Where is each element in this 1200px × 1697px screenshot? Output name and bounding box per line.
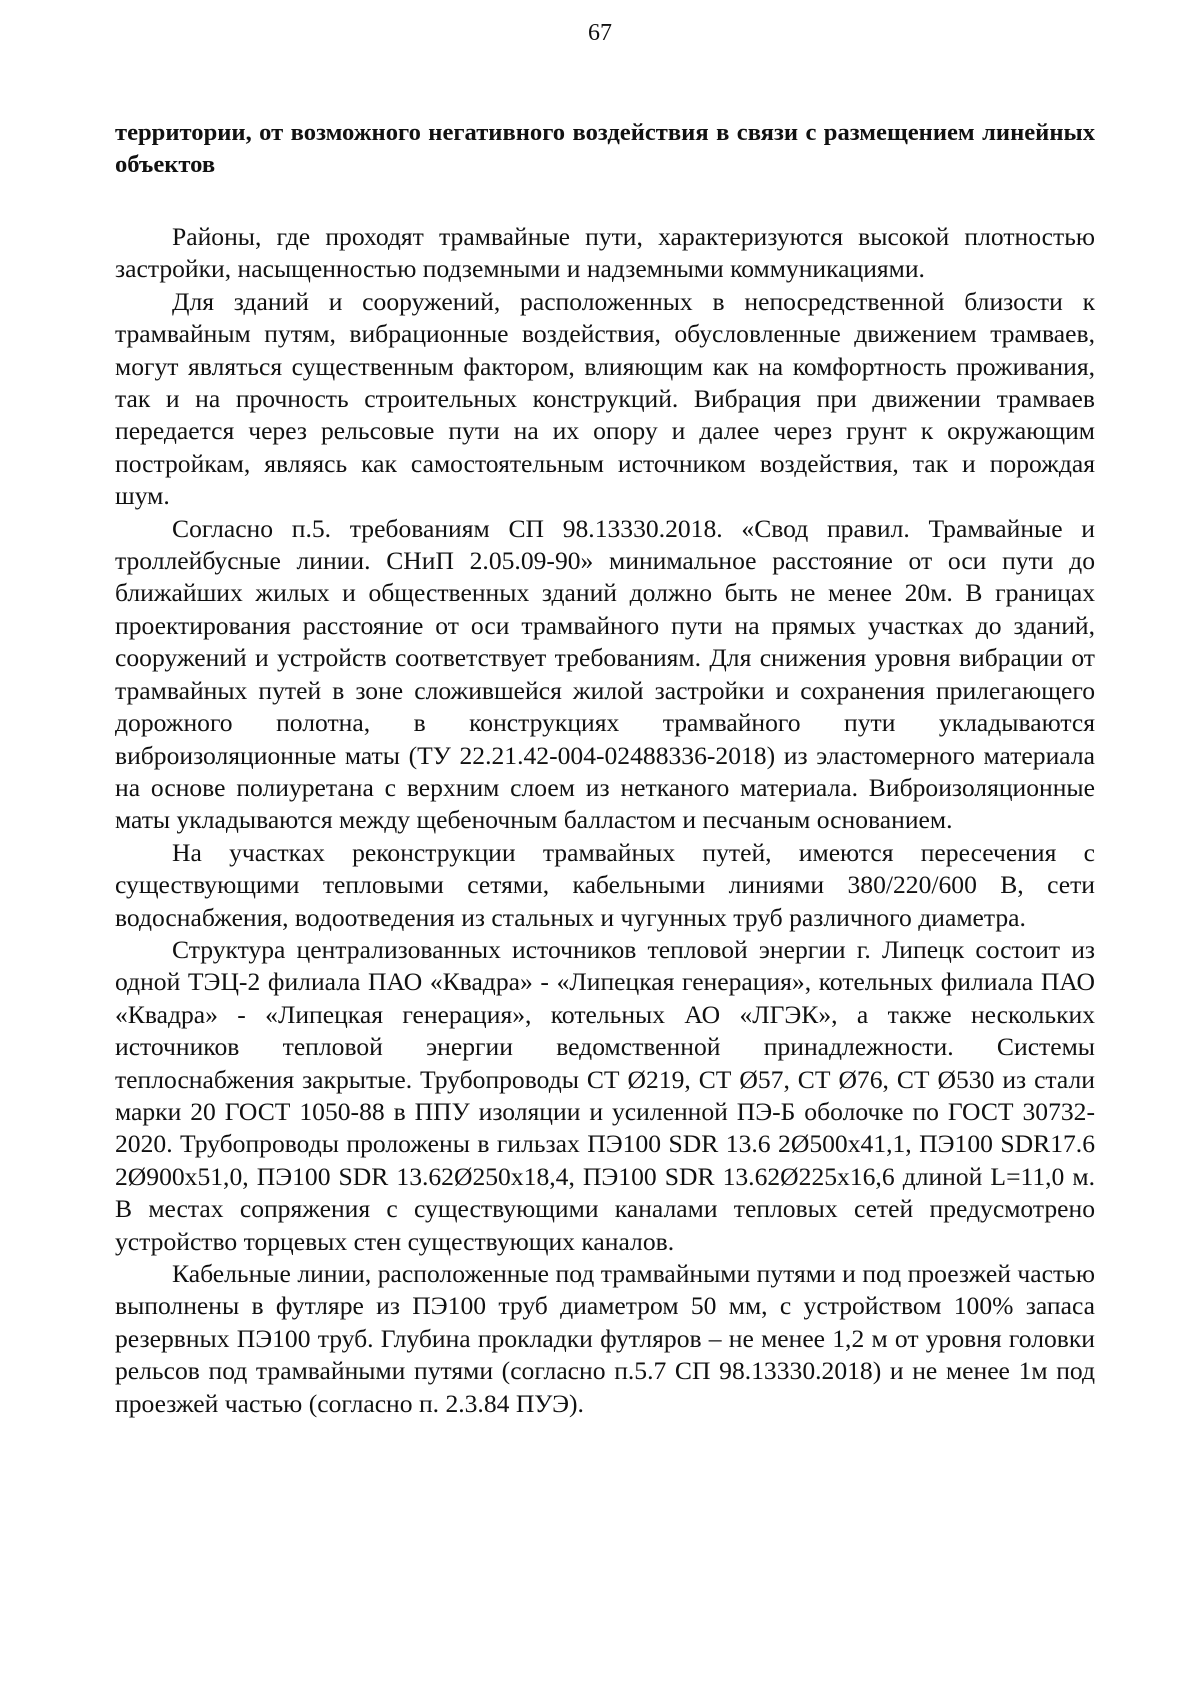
paragraph-districts: Районы, где проходят трамвайные пути, характеризуются высокой плотностью застройки, насыщенностью подземными и надземными коммуникациями.	[115, 222, 1095, 284]
paragraph-vibration: Для зданий и сооружений, расположенных в непосредственной близости к трамвайным путям, вибрационные воздействия, обусловленные движением трамваев, могут являться существенным фактором, влияющим как на комфортность проживания, так и на прочность строительных конструкций. Вибрация при движении трамваев передается через рельсовые пути на их опору и далее через грунт к окружающим постройкам, являясь как самостоятельным источником воздействия, так и порождая шум.	[115, 286, 1095, 511]
section-heading: территории, от возможного негативного воздействия в связи с размещением линейных объектов	[115, 119, 1095, 178]
body-text	[115, 221, 1095, 1420]
paragraph-crossings: На участках реконструкции трамвайных путей, имеются пересечения с существующими тепловыми сетями, кабельными линиями 380/220/600 В, сети водоснабжения, водоотведения из стальных и чугунных труб различного диаметра.	[115, 837, 1095, 932]
paragraph-cable-lines: Кабельные линии, расположенные под трамвайными путями и под проезжей частью выполнены в футляре из ПЭ100 труб диаметром 50 мм, с устройством 100% запаса резервных ПЭ100 труб. Глубина прокладки футляров – не менее 1,2 м от уровня головки рельсов под трамвайными путями (согласно п.5.7 СП 98.13330.2018) и не менее 1м под проезжей частью (согласно п. 2.3.84 ПУЭ).	[115, 1259, 1095, 1418]
paragraph-heat-supply: Структура централизованных источников тепловой энергии г. Липецк состоит из одной ТЭЦ-2 филиала ПАО «Квадра» - «Липецкая генерация», котельных филиала ПАО «Квадра» - «Липецкая генерация», котельных АО «ЛГЭК», а также нескольких источников тепловой энергии ведомственной принадлежности. Системы теплоснабжения закрытые. Трубопроводы СТ Ø219, СТ Ø57, СТ Ø76, СТ Ø530 из стали марки 20 ГОСТ 1050-88 в ППУ изоляции и усиленной ПЭ-Б оболочке по ГОСТ 30732-2020. Трубопроводы проложены в гильзах ПЭ100 SDR 13.6 2Ø500х41,1, ПЭ100 SDR17.6 2Ø900х51,0, ПЭ100 SDR 13.62Ø250х18,4, ПЭ100 SDR 13.62Ø225х16,6 длиной L=11,0 м. В местах сопряжения с существующими каналами тепловых сетей предусмотрено устройство торцевых стен существующих каналов.	[115, 934, 1095, 1256]
page-content	[115, 117, 1095, 1420]
paragraph-regulations: Согласно п.5. требованиям СП 98.13330.2018. «Свод правил. Трамвайные и троллейбусные линии. СНиП 2.05.09-90» минимальное расстояние от оси пути до ближайших жилых и общественных зданий должно быть не менее 20м. В границах проектирования расстояние от оси трамвайного пути на прямых участках до зданий, сооружений и устройств соответствует требованиям. Для снижения уровня вибрации от трамвайных путей в зоне сложившейся жилой застройки и сохранения прилегающего дорожного полотна, в конструкциях трамвайного пути укладываются виброизоляционные маты (ТУ 22.21.42-004-02488336-2018) из эластомерного материала на основе полиуретана с верхним слоем из нетканого материала. Виброизоляционные маты укладываются между щебеночным балластом и песчаным основанием.	[115, 513, 1095, 835]
page-number: 67	[588, 20, 612, 46]
